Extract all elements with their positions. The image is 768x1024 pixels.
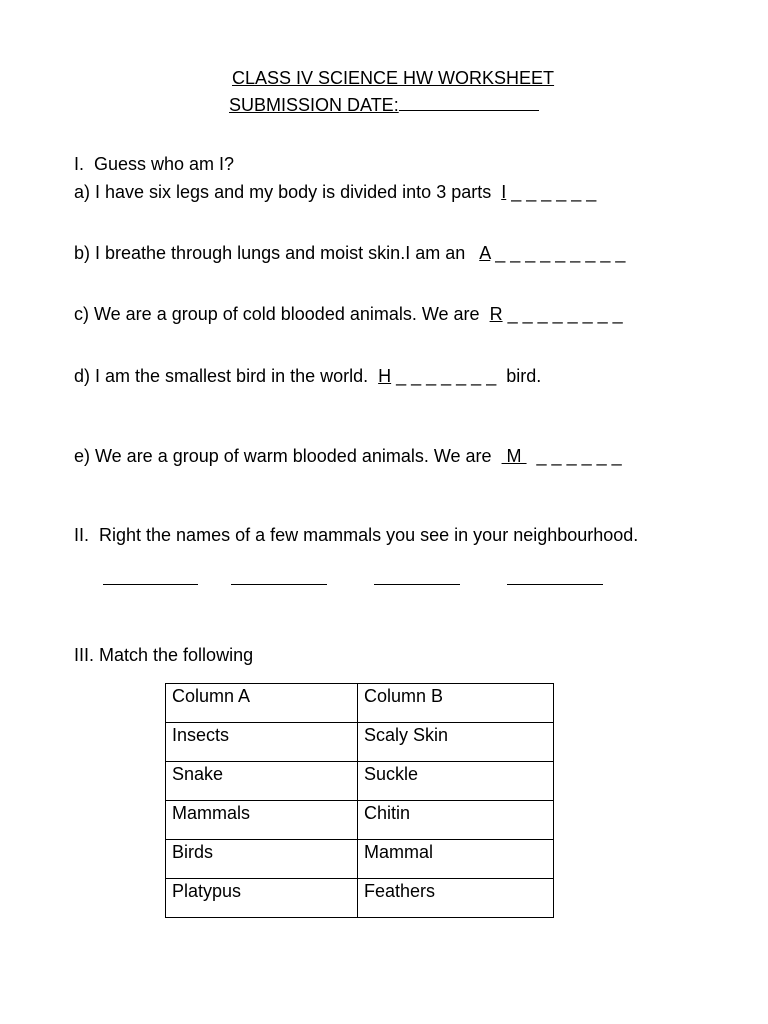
mammal-blank-2[interactable] bbox=[231, 584, 327, 585]
submission-date bbox=[229, 94, 539, 116]
submission-date-blank[interactable] bbox=[399, 94, 539, 111]
answer-hint-letter: A bbox=[479, 243, 491, 263]
column-b-cell: Suckle bbox=[358, 762, 554, 801]
question-b: b) I breathe through lungs and moist skin.I am an A _ _ _ _ _ _ _ _ _ bbox=[74, 243, 626, 263]
section1-heading: I. Guess who am I? bbox=[74, 154, 235, 174]
submission-date-label: SUBMISSION DATE: bbox=[229, 95, 399, 115]
table-header-row bbox=[166, 684, 554, 723]
column-b-cell: Chitin bbox=[358, 801, 554, 840]
mammal-blank-3[interactable] bbox=[374, 584, 460, 585]
table-row bbox=[166, 762, 554, 801]
answer-blank[interactable]: _ _ _ _ _ _ _ _ _ bbox=[490, 243, 626, 263]
column-b-cell: Mammal bbox=[358, 840, 554, 879]
question-e: e) We are a group of warm blooded animals. We are M _ _ _ _ _ _ bbox=[74, 446, 622, 466]
answer-hint-letter: M bbox=[501, 446, 527, 466]
column-a-cell: Snake bbox=[166, 762, 358, 801]
question-c: c) We are a group of cold blooded animals. We are R _ _ _ _ _ _ _ _ bbox=[74, 304, 623, 324]
column-a-cell: Insects bbox=[166, 723, 358, 762]
section3-heading: III. Match the following bbox=[74, 645, 254, 665]
column-a-cell: Mammals bbox=[166, 801, 358, 840]
question-d: d) I am the smallest bird in the world. H _ _ _ _ _ _ _ bird. bbox=[74, 366, 542, 386]
mammal-blank-4[interactable] bbox=[507, 584, 603, 585]
column-a-cell: Birds bbox=[166, 840, 358, 879]
mammal-blank-1[interactable] bbox=[103, 584, 198, 585]
column-a-cell: Platypus bbox=[166, 879, 358, 918]
column-b-cell: Scaly Skin bbox=[358, 723, 554, 762]
table-row bbox=[166, 723, 554, 762]
answer-hint-letter: I bbox=[501, 182, 507, 202]
answer-blank[interactable]: _ _ _ _ _ _ bbox=[506, 182, 597, 202]
worksheet-title: CLASS IV SCIENCE HW WORKSHEET bbox=[232, 68, 555, 88]
table-row bbox=[166, 879, 554, 918]
section2-heading: II. Right the names of a few mammals you see in your neighbourhood. bbox=[74, 525, 639, 545]
answer-hint-letter: H bbox=[378, 366, 392, 386]
table-row bbox=[166, 801, 554, 840]
column-a-header: Column A bbox=[166, 684, 358, 723]
answer-blank[interactable]: _ _ _ _ _ _ bbox=[526, 446, 622, 466]
column-b-cell: Feathers bbox=[358, 879, 554, 918]
match-table bbox=[165, 683, 554, 918]
answer-blank[interactable]: _ _ _ _ _ _ _ bbox=[391, 366, 497, 386]
answer-hint-letter: R bbox=[489, 304, 503, 324]
table-row bbox=[166, 840, 554, 879]
column-b-header: Column B bbox=[358, 684, 554, 723]
question-a: a) I have six legs and my body is divided into 3 parts I _ _ _ _ _ _ bbox=[74, 182, 597, 202]
answer-blank[interactable]: _ _ _ _ _ _ _ _ bbox=[502, 304, 623, 324]
